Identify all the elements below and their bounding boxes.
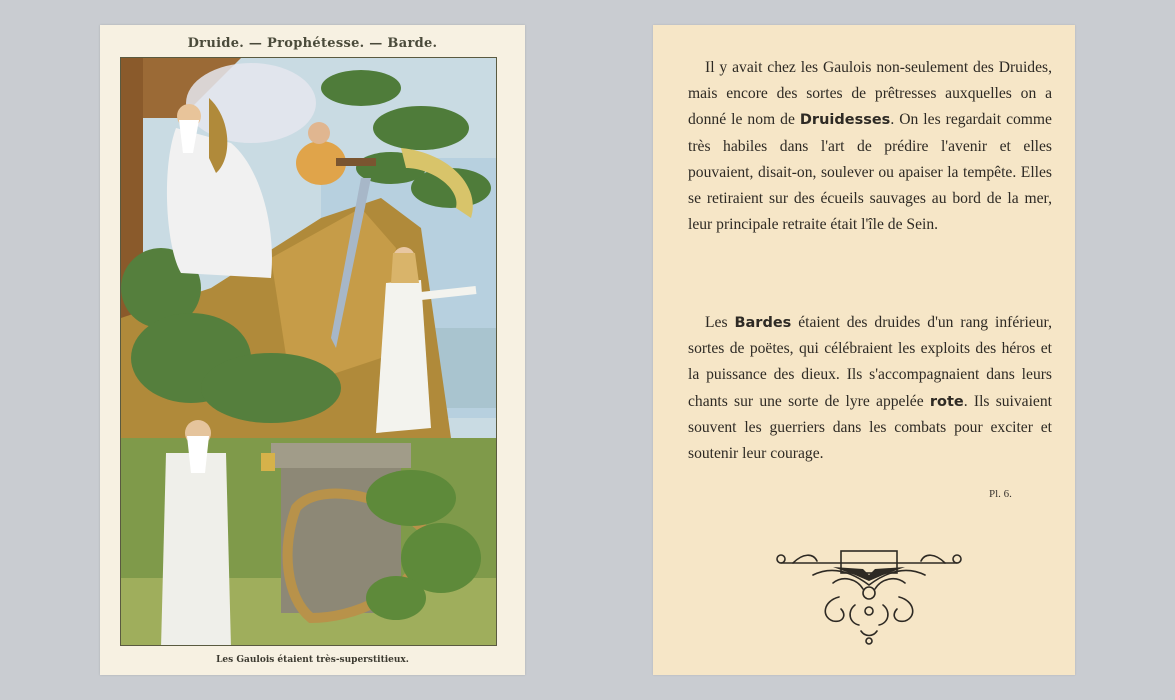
- paragraph-bardes: [688, 310, 1052, 467]
- para2-text-a: Les: [705, 314, 735, 331]
- term-bardes: Bardes: [734, 315, 792, 331]
- para1-text-a: Il y avait chez les Gaulois non-seulement des Druides, mais encore des sortes de prêtresses auxquelles on a donné le nom de: [688, 59, 1052, 129]
- para1-text-b: . On les regardait comme très habiles dans l'art de prédire l'avenir et elles pouvaient, disait-on, soulever ou apaiser la tempête. Elles se retiraient sur des écueils sauvages au bord de la mer, leur principale retraite était l'île de Sein.: [688, 111, 1052, 234]
- paragraph-druidesses: [688, 55, 1052, 238]
- term-rote: rote: [929, 393, 964, 410]
- illustration-card: [100, 25, 525, 675]
- para2-text-c: . Ils suivaient souvent les guerriers dans les combats pour exciter et soutenir leur courage.: [688, 392, 1052, 463]
- illustration-caption: Les Gaulois étaient très-superstitieux.: [216, 655, 409, 665]
- plate-number: Pl. 6.: [989, 488, 1012, 500]
- card-heading: Druide. — Prophétesse. — Barde.: [187, 36, 438, 51]
- para2-text-b: étaient des druides d'un rang inférieur, sortes de poëtes, qui célébraient les exploits des héros et la puissance des dieux. Ils s'accompagnaient dans leurs chants sur une sorte de lyre appelée: [688, 314, 1052, 410]
- text-card: [653, 25, 1075, 675]
- ornament-flourish: [773, 545, 965, 647]
- term-druidesses: Druidesses: [799, 112, 891, 129]
- illustration: [120, 57, 497, 646]
